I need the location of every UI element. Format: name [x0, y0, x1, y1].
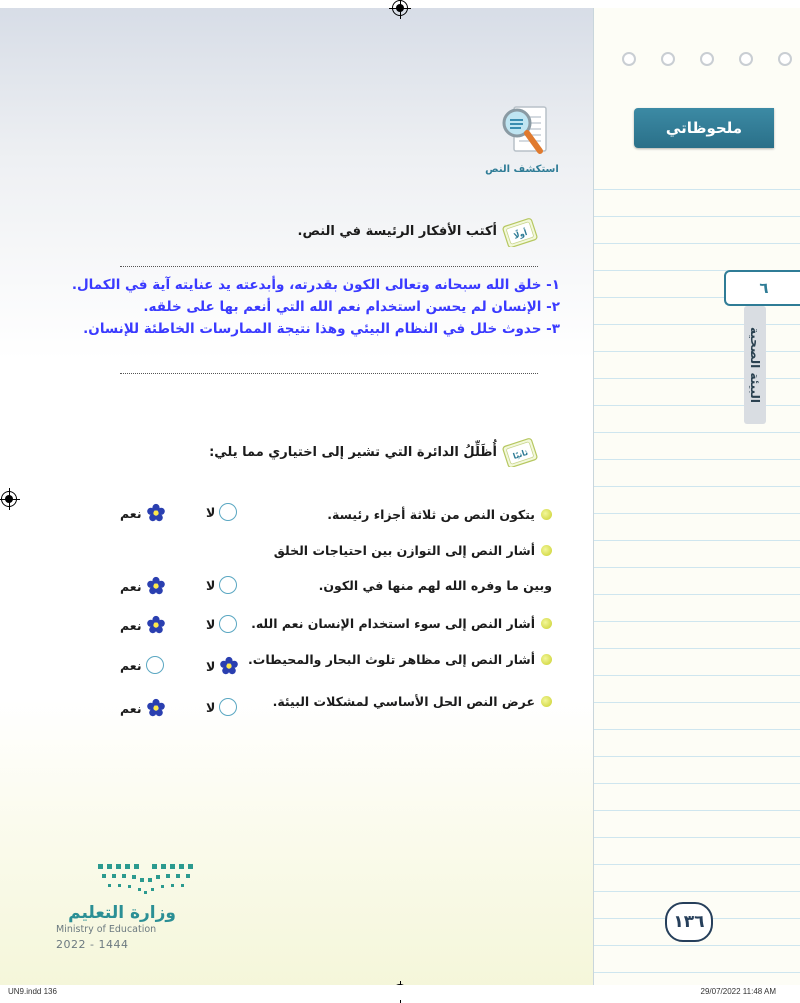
- ministry-name-arabic: وزارة التعليم: [68, 903, 176, 923]
- option-no[interactable]: [206, 576, 237, 594]
- bullet-icon: [541, 509, 552, 520]
- bullet-icon: [541, 696, 552, 707]
- yes-label: نعم: [120, 505, 142, 521]
- section-one-title: أكتب الأفكار الرئيسة في النص.: [297, 224, 497, 239]
- ministry-year: 2022 - 1444: [56, 938, 129, 951]
- filled-flower-icon[interactable]: [219, 656, 239, 676]
- no-label: لا: [206, 616, 216, 632]
- no-label: لا: [206, 504, 216, 520]
- filled-flower-icon[interactable]: [146, 576, 166, 596]
- unit-number-tab: ٦: [724, 270, 800, 306]
- empty-circle-icon[interactable]: [219, 615, 237, 633]
- registration-mark-left: [1, 491, 17, 507]
- unit-title-vertical: البيئة الصحية: [744, 306, 766, 424]
- option-no[interactable]: [206, 615, 237, 633]
- empty-circle-icon[interactable]: [219, 576, 237, 594]
- empty-circle-icon[interactable]: [146, 656, 164, 674]
- notes-header: ملحوظاتي: [634, 108, 774, 148]
- filled-flower-icon[interactable]: [146, 503, 166, 523]
- answers-block: [60, 274, 560, 340]
- option-no[interactable]: [206, 698, 237, 716]
- print-slug-file: UN9.indd 136: [8, 987, 57, 996]
- option-yes[interactable]: [120, 615, 166, 635]
- magnifier-document-icon: [500, 103, 550, 161]
- bullet-icon: [541, 618, 552, 629]
- registration-mark-top: [392, 0, 408, 16]
- option-yes[interactable]: [120, 698, 166, 718]
- answer-line: ١- خلق الله سبحانه وتعالى الكون بقدرته، وأبدعته يد عنايته آية في الكمال.: [71, 277, 560, 293]
- statement: [248, 652, 552, 667]
- filled-flower-icon[interactable]: [146, 698, 166, 718]
- no-label: لا: [206, 658, 216, 674]
- answer-line: ٣- حدوث خلل في النظام البيئي وهذا نتيجة الممارسات الخاطئة للإنسان.: [83, 321, 560, 337]
- no-label: لا: [206, 577, 216, 593]
- binder-ring: [622, 52, 636, 66]
- statement-text: عرض النص الحل الأساسي لمشكلات البيئة.: [272, 694, 535, 709]
- statement-text: أشار النص إلى التوازن بين احتياجات الخلق: [273, 543, 535, 558]
- statement-text: أشار النص إلى سوء استخدام الإنسان نعم الله.: [251, 616, 535, 631]
- binder-rings: [622, 52, 792, 66]
- answer-line-bottom: [120, 373, 538, 374]
- yes-label: نعم: [120, 617, 142, 633]
- statement: [327, 507, 552, 522]
- binder-ring: [778, 52, 792, 66]
- page-number: ١٣٦: [665, 902, 713, 942]
- statement: [274, 543, 552, 558]
- option-yes[interactable]: [120, 503, 166, 523]
- statement-text: يتكون النص من ثلاثة أجزاء رئيسة.: [327, 507, 535, 522]
- yes-label: نعم: [120, 657, 142, 673]
- section-two-badge-label: ثانيًا: [511, 447, 530, 462]
- explore-text-label: استكشف النص: [485, 164, 559, 175]
- bullet-icon: [541, 545, 552, 556]
- statement: [251, 616, 552, 631]
- filled-flower-icon[interactable]: [146, 615, 166, 635]
- empty-circle-icon[interactable]: [219, 503, 237, 521]
- yes-label: نعم: [120, 700, 142, 716]
- no-label: لا: [206, 699, 216, 715]
- section-two-title: أُظَلِّلُ الدائرة التي تشير إلى اختياري مما يلي:: [209, 445, 497, 460]
- statement-continuation: وبين ما وفره الله لهم منها في الكون.: [318, 578, 552, 593]
- option-yes[interactable]: [120, 656, 164, 674]
- answer-line-top: [120, 266, 538, 267]
- option-no[interactable]: [206, 503, 237, 521]
- binder-ring: [700, 52, 714, 66]
- binder-ring: [739, 52, 753, 66]
- section-two-badge: [502, 437, 538, 467]
- statement-text: أشار النص إلى مظاهر تلوث البحار والمحيطات.: [248, 652, 535, 667]
- option-no[interactable]: [206, 656, 239, 676]
- option-yes[interactable]: [120, 576, 166, 596]
- ministry-name-english: Ministry of Education: [56, 924, 157, 935]
- answer-line: ٢- الإنسان لم يحسن استخدام نعم الله التي أنعم بها على خلقه.: [143, 299, 560, 315]
- print-slug-timestamp: 29/07/2022 11:48 AM: [700, 987, 776, 996]
- yes-label: نعم: [120, 578, 142, 594]
- section-one-badge-label: أولًا: [512, 228, 529, 241]
- empty-circle-icon[interactable]: [219, 698, 237, 716]
- binder-ring: [661, 52, 675, 66]
- section-one-badge: [502, 217, 538, 247]
- bullet-icon: [541, 654, 552, 665]
- bottom-margin: [0, 985, 800, 1000]
- statement: [273, 694, 552, 709]
- notes-panel: [593, 8, 800, 985]
- ministry-logo-icon: [98, 862, 194, 896]
